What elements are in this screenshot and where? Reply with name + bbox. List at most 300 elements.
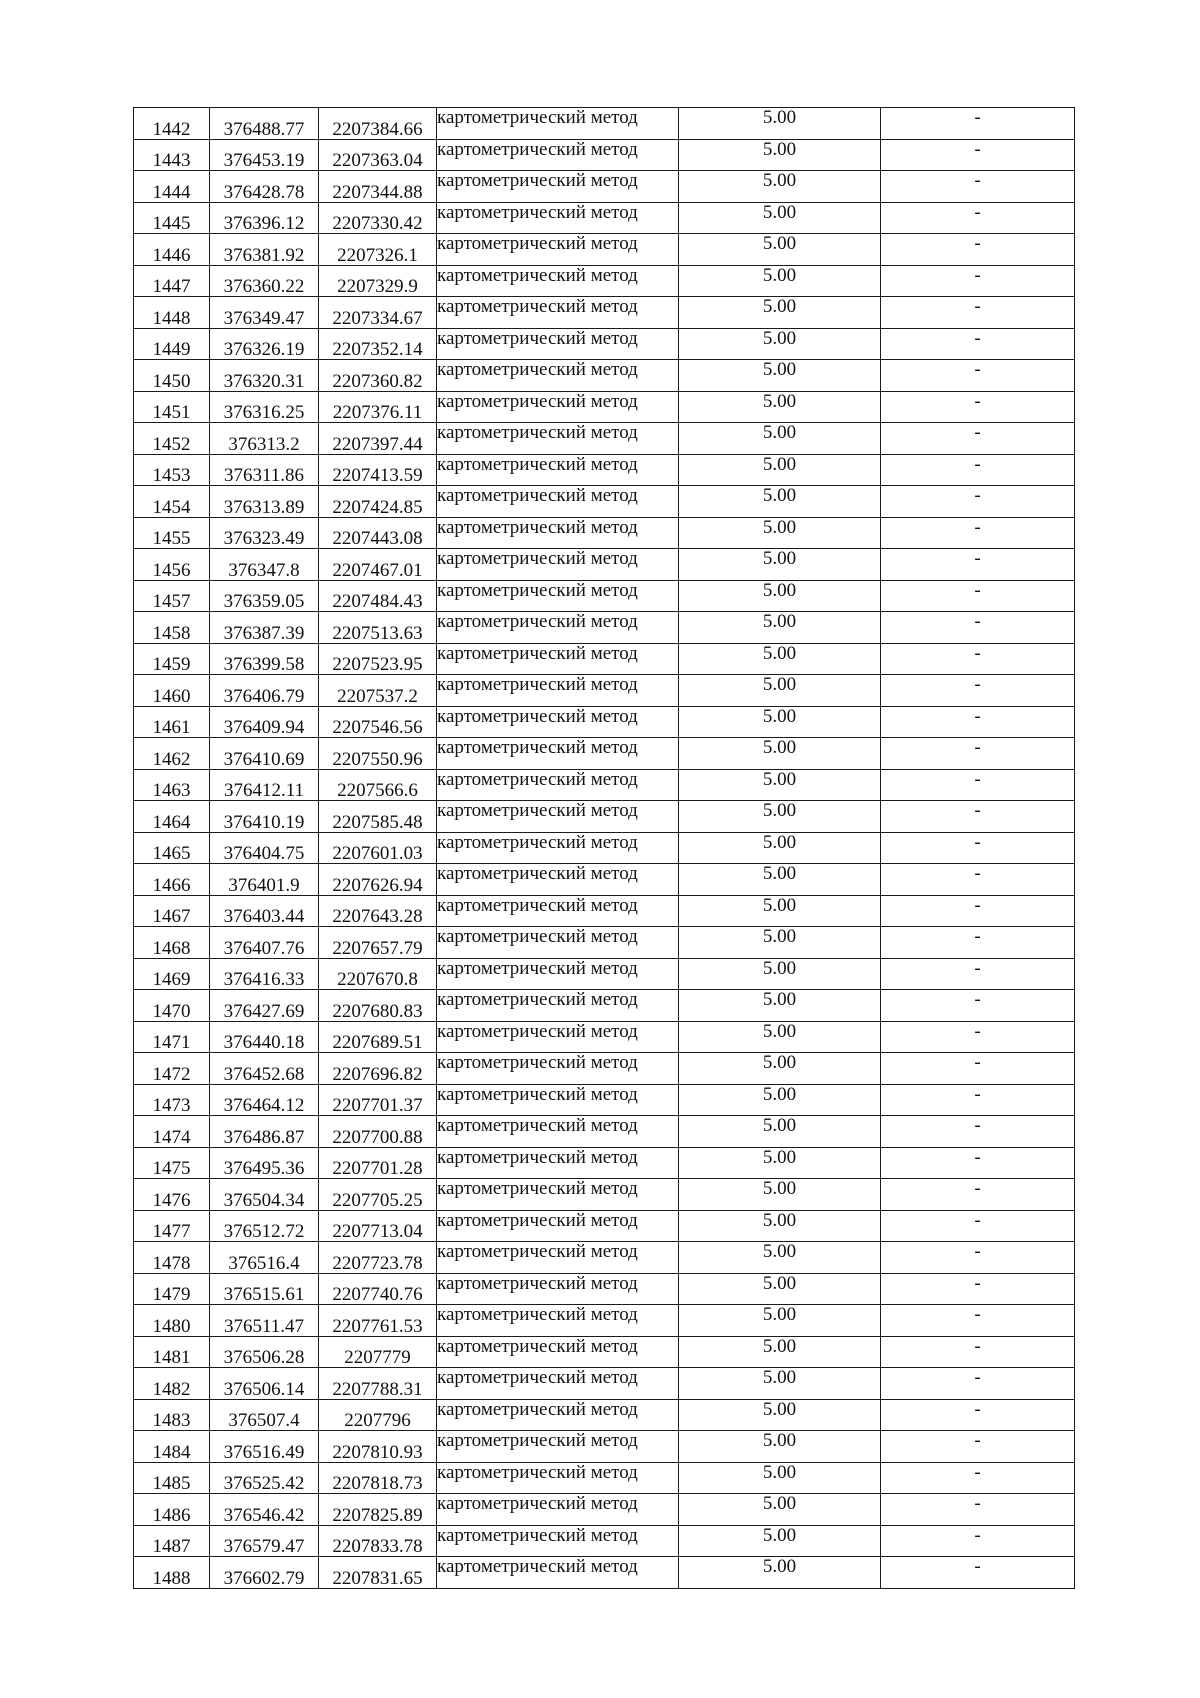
coordinates-table	[133, 107, 1075, 1589]
method-cell: картометрический метод	[437, 108, 679, 140]
y-coordinate-cell: 2207413.59	[319, 454, 437, 486]
description-cell: -	[881, 1273, 1075, 1305]
method-cell: картометрический метод	[437, 1084, 679, 1116]
x-coordinate-cell: 376440.18	[210, 1021, 319, 1053]
method-cell: картометрический метод	[437, 895, 679, 927]
point-number-cell: 1457	[134, 580, 210, 612]
point-number-cell: 1460	[134, 675, 210, 707]
method-cell: картометрический метод	[437, 1179, 679, 1211]
method-cell: картометрический метод	[437, 675, 679, 707]
y-coordinate-cell: 2207825.89	[319, 1494, 437, 1526]
point-number-cell: 1456	[134, 549, 210, 581]
x-coordinate-cell: 376387.39	[210, 612, 319, 644]
description-cell: -	[881, 1147, 1075, 1179]
accuracy-cell: 5.00	[679, 1557, 881, 1589]
method-cell: картометрический метод	[437, 1399, 679, 1431]
description-cell: -	[881, 990, 1075, 1022]
point-number-cell: 1482	[134, 1368, 210, 1400]
method-cell: картометрический метод	[437, 643, 679, 675]
x-coordinate-cell: 376360.22	[210, 265, 319, 297]
table-row	[134, 360, 1075, 392]
y-coordinate-cell: 2207643.28	[319, 895, 437, 927]
y-coordinate-cell: 2207796	[319, 1399, 437, 1431]
description-cell: -	[881, 423, 1075, 455]
x-coordinate-cell: 376381.92	[210, 234, 319, 266]
table-row	[134, 958, 1075, 990]
method-cell: картометрический метод	[437, 1368, 679, 1400]
method-cell: картометрический метод	[437, 738, 679, 770]
point-number-cell: 1453	[134, 454, 210, 486]
x-coordinate-cell: 376602.79	[210, 1557, 319, 1589]
description-cell: -	[881, 1053, 1075, 1085]
x-coordinate-cell: 376525.42	[210, 1462, 319, 1494]
accuracy-cell: 5.00	[679, 643, 881, 675]
x-coordinate-cell: 376320.31	[210, 360, 319, 392]
table-row	[134, 1147, 1075, 1179]
accuracy-cell: 5.00	[679, 580, 881, 612]
table-row	[134, 769, 1075, 801]
x-coordinate-cell: 376407.76	[210, 927, 319, 959]
table-row	[134, 1399, 1075, 1431]
method-cell: картометрический метод	[437, 1494, 679, 1526]
point-number-cell: 1484	[134, 1431, 210, 1463]
point-number-cell: 1468	[134, 927, 210, 959]
y-coordinate-cell: 2207626.94	[319, 864, 437, 896]
y-coordinate-cell: 2207329.9	[319, 265, 437, 297]
accuracy-cell: 5.00	[679, 549, 881, 581]
point-number-cell: 1445	[134, 202, 210, 234]
accuracy-cell: 5.00	[679, 1116, 881, 1148]
accuracy-cell: 5.00	[679, 1399, 881, 1431]
method-cell: картометрический метод	[437, 265, 679, 297]
method-cell: картометрический метод	[437, 1336, 679, 1368]
description-cell: -	[881, 1525, 1075, 1557]
point-number-cell: 1459	[134, 643, 210, 675]
description-cell: -	[881, 1399, 1075, 1431]
description-cell: -	[881, 1368, 1075, 1400]
x-coordinate-cell: 376404.75	[210, 832, 319, 864]
accuracy-cell: 5.00	[679, 1336, 881, 1368]
y-coordinate-cell: 2207713.04	[319, 1210, 437, 1242]
accuracy-cell: 5.00	[679, 1053, 881, 1085]
accuracy-cell: 5.00	[679, 1494, 881, 1526]
x-coordinate-cell: 376515.61	[210, 1273, 319, 1305]
method-cell: картометрический метод	[437, 454, 679, 486]
table-row	[134, 202, 1075, 234]
table-row	[134, 990, 1075, 1022]
method-cell: картометрический метод	[437, 1053, 679, 1085]
y-coordinate-cell: 2207334.67	[319, 297, 437, 329]
description-cell: -	[881, 1084, 1075, 1116]
table-row	[134, 1557, 1075, 1589]
y-coordinate-cell: 2207833.78	[319, 1525, 437, 1557]
y-coordinate-cell: 2207779	[319, 1336, 437, 1368]
y-coordinate-cell: 2207701.28	[319, 1147, 437, 1179]
point-number-cell: 1478	[134, 1242, 210, 1274]
table-row	[134, 391, 1075, 423]
table-row	[134, 1368, 1075, 1400]
coordinates-table-body	[134, 108, 1075, 1589]
method-cell: картометрический метод	[437, 1021, 679, 1053]
y-coordinate-cell: 2207326.1	[319, 234, 437, 266]
y-coordinate-cell: 2207566.6	[319, 769, 437, 801]
point-number-cell: 1463	[134, 769, 210, 801]
y-coordinate-cell: 2207818.73	[319, 1462, 437, 1494]
table-row	[134, 1021, 1075, 1053]
x-coordinate-cell: 376504.34	[210, 1179, 319, 1211]
table-row	[134, 580, 1075, 612]
description-cell: -	[881, 1305, 1075, 1337]
accuracy-cell: 5.00	[679, 612, 881, 644]
y-coordinate-cell: 2207384.66	[319, 108, 437, 140]
accuracy-cell: 5.00	[679, 769, 881, 801]
accuracy-cell: 5.00	[679, 1462, 881, 1494]
y-coordinate-cell: 2207761.53	[319, 1305, 437, 1337]
x-coordinate-cell: 376427.69	[210, 990, 319, 1022]
description-cell: -	[881, 769, 1075, 801]
x-coordinate-cell: 376359.05	[210, 580, 319, 612]
x-coordinate-cell: 376396.12	[210, 202, 319, 234]
table-row	[134, 612, 1075, 644]
description-cell: -	[881, 1336, 1075, 1368]
description-cell: -	[881, 1179, 1075, 1211]
accuracy-cell: 5.00	[679, 832, 881, 864]
x-coordinate-cell: 376416.33	[210, 958, 319, 990]
table-row	[134, 1210, 1075, 1242]
point-number-cell: 1446	[134, 234, 210, 266]
point-number-cell: 1469	[134, 958, 210, 990]
point-number-cell: 1474	[134, 1116, 210, 1148]
description-cell: -	[881, 139, 1075, 171]
table-row	[134, 832, 1075, 864]
description-cell: -	[881, 864, 1075, 896]
accuracy-cell: 5.00	[679, 171, 881, 203]
x-coordinate-cell: 376453.19	[210, 139, 319, 171]
y-coordinate-cell: 2207696.82	[319, 1053, 437, 1085]
method-cell: картометрический метод	[437, 769, 679, 801]
description-cell: -	[881, 675, 1075, 707]
method-cell: картометрический метод	[437, 1273, 679, 1305]
y-coordinate-cell: 2207344.88	[319, 171, 437, 203]
table-row	[134, 1525, 1075, 1557]
y-coordinate-cell: 2207352.14	[319, 328, 437, 360]
description-cell: -	[881, 643, 1075, 675]
accuracy-cell: 5.00	[679, 1084, 881, 1116]
x-coordinate-cell: 376399.58	[210, 643, 319, 675]
point-number-cell: 1486	[134, 1494, 210, 1526]
x-coordinate-cell: 376507.4	[210, 1399, 319, 1431]
x-coordinate-cell: 376313.89	[210, 486, 319, 518]
y-coordinate-cell: 2207740.76	[319, 1273, 437, 1305]
description-cell: -	[881, 1462, 1075, 1494]
accuracy-cell: 5.00	[679, 1210, 881, 1242]
method-cell: картометрический метод	[437, 958, 679, 990]
method-cell: картометрический метод	[437, 706, 679, 738]
description-cell: -	[881, 360, 1075, 392]
accuracy-cell: 5.00	[679, 202, 881, 234]
accuracy-cell: 5.00	[679, 486, 881, 518]
description-cell: -	[881, 517, 1075, 549]
x-coordinate-cell: 376516.4	[210, 1242, 319, 1274]
x-coordinate-cell: 376410.19	[210, 801, 319, 833]
table-row	[134, 1305, 1075, 1337]
point-number-cell: 1487	[134, 1525, 210, 1557]
table-row	[134, 265, 1075, 297]
point-number-cell: 1466	[134, 864, 210, 896]
y-coordinate-cell: 2207376.11	[319, 391, 437, 423]
description-cell: -	[881, 612, 1075, 644]
table-row	[134, 171, 1075, 203]
table-row	[134, 1179, 1075, 1211]
point-number-cell: 1488	[134, 1557, 210, 1589]
method-cell: картометрический метод	[437, 990, 679, 1022]
point-number-cell: 1465	[134, 832, 210, 864]
description-cell: -	[881, 1116, 1075, 1148]
description-cell: -	[881, 801, 1075, 833]
method-cell: картометрический метод	[437, 517, 679, 549]
table-row	[134, 549, 1075, 581]
point-number-cell: 1450	[134, 360, 210, 392]
accuracy-cell: 5.00	[679, 297, 881, 329]
x-coordinate-cell: 376323.49	[210, 517, 319, 549]
x-coordinate-cell: 376412.11	[210, 769, 319, 801]
description-cell: -	[881, 1557, 1075, 1589]
accuracy-cell: 5.00	[679, 1431, 881, 1463]
x-coordinate-cell: 376546.42	[210, 1494, 319, 1526]
y-coordinate-cell: 2207701.37	[319, 1084, 437, 1116]
description-cell: -	[881, 706, 1075, 738]
description-cell: -	[881, 1242, 1075, 1274]
point-number-cell: 1483	[134, 1399, 210, 1431]
accuracy-cell: 5.00	[679, 1305, 881, 1337]
description-cell: -	[881, 832, 1075, 864]
table-row	[134, 328, 1075, 360]
method-cell: картометрический метод	[437, 486, 679, 518]
y-coordinate-cell: 2207537.2	[319, 675, 437, 707]
y-coordinate-cell: 2207601.03	[319, 832, 437, 864]
point-number-cell: 1443	[134, 139, 210, 171]
x-coordinate-cell: 376516.49	[210, 1431, 319, 1463]
point-number-cell: 1461	[134, 706, 210, 738]
y-coordinate-cell: 2207467.01	[319, 549, 437, 581]
y-coordinate-cell: 2207723.78	[319, 1242, 437, 1274]
method-cell: картометрический метод	[437, 832, 679, 864]
point-number-cell: 1471	[134, 1021, 210, 1053]
table-row	[134, 1336, 1075, 1368]
point-number-cell: 1449	[134, 328, 210, 360]
table-row	[134, 297, 1075, 329]
table-row	[134, 517, 1075, 549]
point-number-cell: 1479	[134, 1273, 210, 1305]
point-number-cell: 1475	[134, 1147, 210, 1179]
accuracy-cell: 5.00	[679, 958, 881, 990]
y-coordinate-cell: 2207484.43	[319, 580, 437, 612]
description-cell: -	[881, 328, 1075, 360]
point-number-cell: 1473	[134, 1084, 210, 1116]
accuracy-cell: 5.00	[679, 738, 881, 770]
accuracy-cell: 5.00	[679, 265, 881, 297]
point-number-cell: 1476	[134, 1179, 210, 1211]
x-coordinate-cell: 376410.69	[210, 738, 319, 770]
y-coordinate-cell: 2207513.63	[319, 612, 437, 644]
table-row	[134, 895, 1075, 927]
method-cell: картометрический метод	[437, 202, 679, 234]
table-row	[134, 454, 1075, 486]
table-row	[134, 1462, 1075, 1494]
table-row	[134, 927, 1075, 959]
accuracy-cell: 5.00	[679, 706, 881, 738]
description-cell: -	[881, 486, 1075, 518]
x-coordinate-cell: 376401.9	[210, 864, 319, 896]
method-cell: картометрический метод	[437, 328, 679, 360]
method-cell: картометрический метод	[437, 360, 679, 392]
point-number-cell: 1481	[134, 1336, 210, 1368]
accuracy-cell: 5.00	[679, 1525, 881, 1557]
accuracy-cell: 5.00	[679, 423, 881, 455]
description-cell: -	[881, 1021, 1075, 1053]
point-number-cell: 1447	[134, 265, 210, 297]
method-cell: картометрический метод	[437, 1462, 679, 1494]
method-cell: картометрический метод	[437, 1525, 679, 1557]
accuracy-cell: 5.00	[679, 328, 881, 360]
x-coordinate-cell: 376326.19	[210, 328, 319, 360]
y-coordinate-cell: 2207360.82	[319, 360, 437, 392]
y-coordinate-cell: 2207443.08	[319, 517, 437, 549]
x-coordinate-cell: 376512.72	[210, 1210, 319, 1242]
description-cell: -	[881, 1494, 1075, 1526]
method-cell: картометрический метод	[437, 1242, 679, 1274]
method-cell: картометрический метод	[437, 1557, 679, 1589]
table-row	[134, 675, 1075, 707]
method-cell: картометрический метод	[437, 1305, 679, 1337]
accuracy-cell: 5.00	[679, 1021, 881, 1053]
point-number-cell: 1485	[134, 1462, 210, 1494]
table-row	[134, 1053, 1075, 1085]
description-cell: -	[881, 171, 1075, 203]
point-number-cell: 1470	[134, 990, 210, 1022]
table-row	[134, 1242, 1075, 1274]
method-cell: картометрический метод	[437, 580, 679, 612]
y-coordinate-cell: 2207810.93	[319, 1431, 437, 1463]
point-number-cell: 1477	[134, 1210, 210, 1242]
accuracy-cell: 5.00	[679, 1147, 881, 1179]
method-cell: картометрический метод	[437, 549, 679, 581]
x-coordinate-cell: 376313.2	[210, 423, 319, 455]
accuracy-cell: 5.00	[679, 391, 881, 423]
description-cell: -	[881, 1210, 1075, 1242]
point-number-cell: 1480	[134, 1305, 210, 1337]
x-coordinate-cell: 376347.8	[210, 549, 319, 581]
y-coordinate-cell: 2207585.48	[319, 801, 437, 833]
accuracy-cell: 5.00	[679, 454, 881, 486]
description-cell: -	[881, 580, 1075, 612]
accuracy-cell: 5.00	[679, 234, 881, 266]
x-coordinate-cell: 376506.14	[210, 1368, 319, 1400]
y-coordinate-cell: 2207657.79	[319, 927, 437, 959]
x-coordinate-cell: 376511.47	[210, 1305, 319, 1337]
method-cell: картометрический метод	[437, 1210, 679, 1242]
description-cell: -	[881, 895, 1075, 927]
y-coordinate-cell: 2207680.83	[319, 990, 437, 1022]
table-row	[134, 801, 1075, 833]
x-coordinate-cell: 376311.86	[210, 454, 319, 486]
point-number-cell: 1455	[134, 517, 210, 549]
x-coordinate-cell: 376452.68	[210, 1053, 319, 1085]
description-cell: -	[881, 549, 1075, 581]
method-cell: картометрический метод	[437, 234, 679, 266]
accuracy-cell: 5.00	[679, 675, 881, 707]
accuracy-cell: 5.00	[679, 1273, 881, 1305]
accuracy-cell: 5.00	[679, 990, 881, 1022]
y-coordinate-cell: 2207705.25	[319, 1179, 437, 1211]
description-cell: -	[881, 958, 1075, 990]
description-cell: -	[881, 454, 1075, 486]
y-coordinate-cell: 2207330.42	[319, 202, 437, 234]
point-number-cell: 1472	[134, 1053, 210, 1085]
point-number-cell: 1458	[134, 612, 210, 644]
y-coordinate-cell: 2207363.04	[319, 139, 437, 171]
method-cell: картометрический метод	[437, 927, 679, 959]
table-row	[134, 738, 1075, 770]
table-row	[134, 1084, 1075, 1116]
table-row	[134, 1431, 1075, 1463]
method-cell: картометрический метод	[437, 423, 679, 455]
y-coordinate-cell: 2207689.51	[319, 1021, 437, 1053]
point-number-cell: 1444	[134, 171, 210, 203]
description-cell: -	[881, 202, 1075, 234]
accuracy-cell: 5.00	[679, 864, 881, 896]
description-cell: -	[881, 265, 1075, 297]
y-coordinate-cell: 2207670.8	[319, 958, 437, 990]
y-coordinate-cell: 2207546.56	[319, 706, 437, 738]
y-coordinate-cell: 2207700.88	[319, 1116, 437, 1148]
x-coordinate-cell: 376403.44	[210, 895, 319, 927]
x-coordinate-cell: 376428.78	[210, 171, 319, 203]
accuracy-cell: 5.00	[679, 139, 881, 171]
point-number-cell: 1464	[134, 801, 210, 833]
description-cell: -	[881, 391, 1075, 423]
description-cell: -	[881, 108, 1075, 140]
x-coordinate-cell: 376486.87	[210, 1116, 319, 1148]
table-row	[134, 706, 1075, 738]
x-coordinate-cell: 376316.25	[210, 391, 319, 423]
method-cell: картометрический метод	[437, 1116, 679, 1148]
x-coordinate-cell: 376406.79	[210, 675, 319, 707]
x-coordinate-cell: 376579.47	[210, 1525, 319, 1557]
point-number-cell: 1442	[134, 108, 210, 140]
method-cell: картометрический метод	[437, 864, 679, 896]
accuracy-cell: 5.00	[679, 927, 881, 959]
y-coordinate-cell: 2207788.31	[319, 1368, 437, 1400]
table-row	[134, 486, 1075, 518]
method-cell: картометрический метод	[437, 1147, 679, 1179]
description-cell: -	[881, 1431, 1075, 1463]
table-row	[134, 234, 1075, 266]
table-row	[134, 1273, 1075, 1305]
x-coordinate-cell: 376464.12	[210, 1084, 319, 1116]
y-coordinate-cell: 2207397.44	[319, 423, 437, 455]
point-number-cell: 1451	[134, 391, 210, 423]
method-cell: картометрический метод	[437, 391, 679, 423]
accuracy-cell: 5.00	[679, 801, 881, 833]
table-row	[134, 1494, 1075, 1526]
accuracy-cell: 5.00	[679, 517, 881, 549]
method-cell: картометрический метод	[437, 612, 679, 644]
method-cell: картометрический метод	[437, 801, 679, 833]
description-cell: -	[881, 927, 1075, 959]
table-row	[134, 423, 1075, 455]
accuracy-cell: 5.00	[679, 1242, 881, 1274]
